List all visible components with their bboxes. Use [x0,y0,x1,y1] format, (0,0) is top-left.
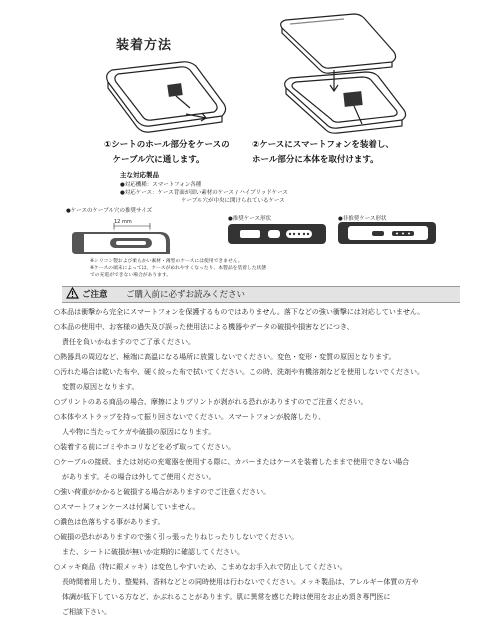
note-line: 人や物に当たってケガや破損の原因になります。 [62,428,216,436]
case-illustration-step1 [107,62,226,132]
sheet-tab-step2 [343,91,362,107]
note-line: ○本品は衝撃から完全にスマートフォンを保護するものではありません。落下などの強い衝撃には対応していません。 [54,308,425,316]
note-line: ○濃色は色落ちする事があります。 [54,518,165,526]
step-2-line-1: ②ケースにスマートフォンを装着し、 [252,140,394,150]
cable-hole-heading: ●ケースのケーブル穴の推奨サイズ [66,208,153,214]
note-line: また、シートに破損が無いか定期的に確認してください。 [62,548,244,556]
note-line: ○ケーブルの接続、または対応の充電器を使用する際に、カバーまたはケースを装着したままで使用できない場合 [54,458,410,466]
caution-label: ご注意 [82,290,108,300]
note-line: ○汚れた場合は乾いた布や、硬く絞った布で拭いてください。この時、洗剤や有機溶剤などを使用しないでください。 [54,368,424,376]
note-line: があります。その場合は外してご使用ください。 [62,473,216,481]
not-recommended-shape-label: ●非推奨ケース形状 [338,216,387,222]
step-1-line-1: ①シートのホール部分をケースの [104,140,230,150]
notes-list [54,305,494,620]
step-1-line-2: ケーブル穴に通します。 [104,155,205,165]
recommended-shape-label: ●推奨ケース形状 [228,216,272,222]
products-line-1: ●対応機種：スマートフォン各種 [120,182,202,188]
cable-step2 [354,106,362,124]
not-recommended-shape-diagram [338,222,436,244]
note-line: ○スマートフォンケースは付属していません。 [54,503,200,511]
note-line: 責任を負いかねますのでご了承ください。 [62,338,195,346]
step-2-line-2: ホール部分に本体を取付けます。 [252,155,379,165]
products-heading: 主な対応製品 [120,171,159,179]
caution-banner [62,286,460,303]
note-line: ○本体やストラップを持って振り回さないでください。スマートフォンが脱落したり、 [54,413,326,421]
note-line: ○装着する前にゴミやホコリなどを必ず取ってください。 [54,443,236,451]
sheet-tab-step1 [167,83,183,97]
cable-hole-size-label: 12 mm [114,219,132,225]
note-line: ○強い荷重がかかると破損する場合がありますのでご注意ください。 [54,488,271,496]
note-line: ○メッキ商品（特に銀メッキ）は変色しやすいため、こまめなお手入れで防止してください。 [54,563,347,571]
note-line: ○本品の使用中、お客様の過失及び誤った使用法による機器やデータの破損や損害などにつき、 [54,323,354,331]
note-line: 変質の原因となります。 [62,383,139,391]
phone-illustration-step2 [281,14,396,73]
warning-icon [66,287,79,299]
page-title: 装着方法 [116,38,173,53]
cable-hole-diagram [72,223,170,254]
step-2-instruction [252,138,452,168]
products-line-2: ●対応ケース：ケース背面が固い素材のケース / ハイブリッドケース [120,190,288,196]
note-line: 体調が低下している方など、かぶれることがあります。肌に異常を感じた時は使用をお止め頂き専門医に [62,593,391,601]
note-line: ○プリントのある商品の場合、摩擦によりプリントが剥がれる恐れがありますのでご注意ください。 [54,398,368,406]
note-line: ○熱器具の周辺など、極端に高温になる場所に放置しないでください。変色・変形・変質の原因となります。 [54,353,396,361]
recommended-shape-diagram [228,224,326,244]
cable-step1 [176,96,190,108]
note-line: ○破損の恐れがありますので強く引っ張ったりねじったりしないでください。 [54,533,299,541]
caution-subtitle: ご購入前に必ずお読みください [126,290,246,300]
note-line: ご相談下さい。 [62,608,111,616]
cable-hole-note-2: ※ケースの端末によっては、ケースがめれやすくなったり、本製品を装着した状態での充電ができない場合があります。 [90,266,267,278]
cable-hole-note-1: ※シリコン製および柔らかい素材・薄型のケースには使用できません。 [90,259,243,264]
products-line-3: ケーブル穴が中央に開けられているケース [181,198,285,204]
note-line: 長時間着用したり、整髪料、香料などとの同時使用は行わないでください。メッキ製品は、アレルギー体質の方や [62,578,419,586]
